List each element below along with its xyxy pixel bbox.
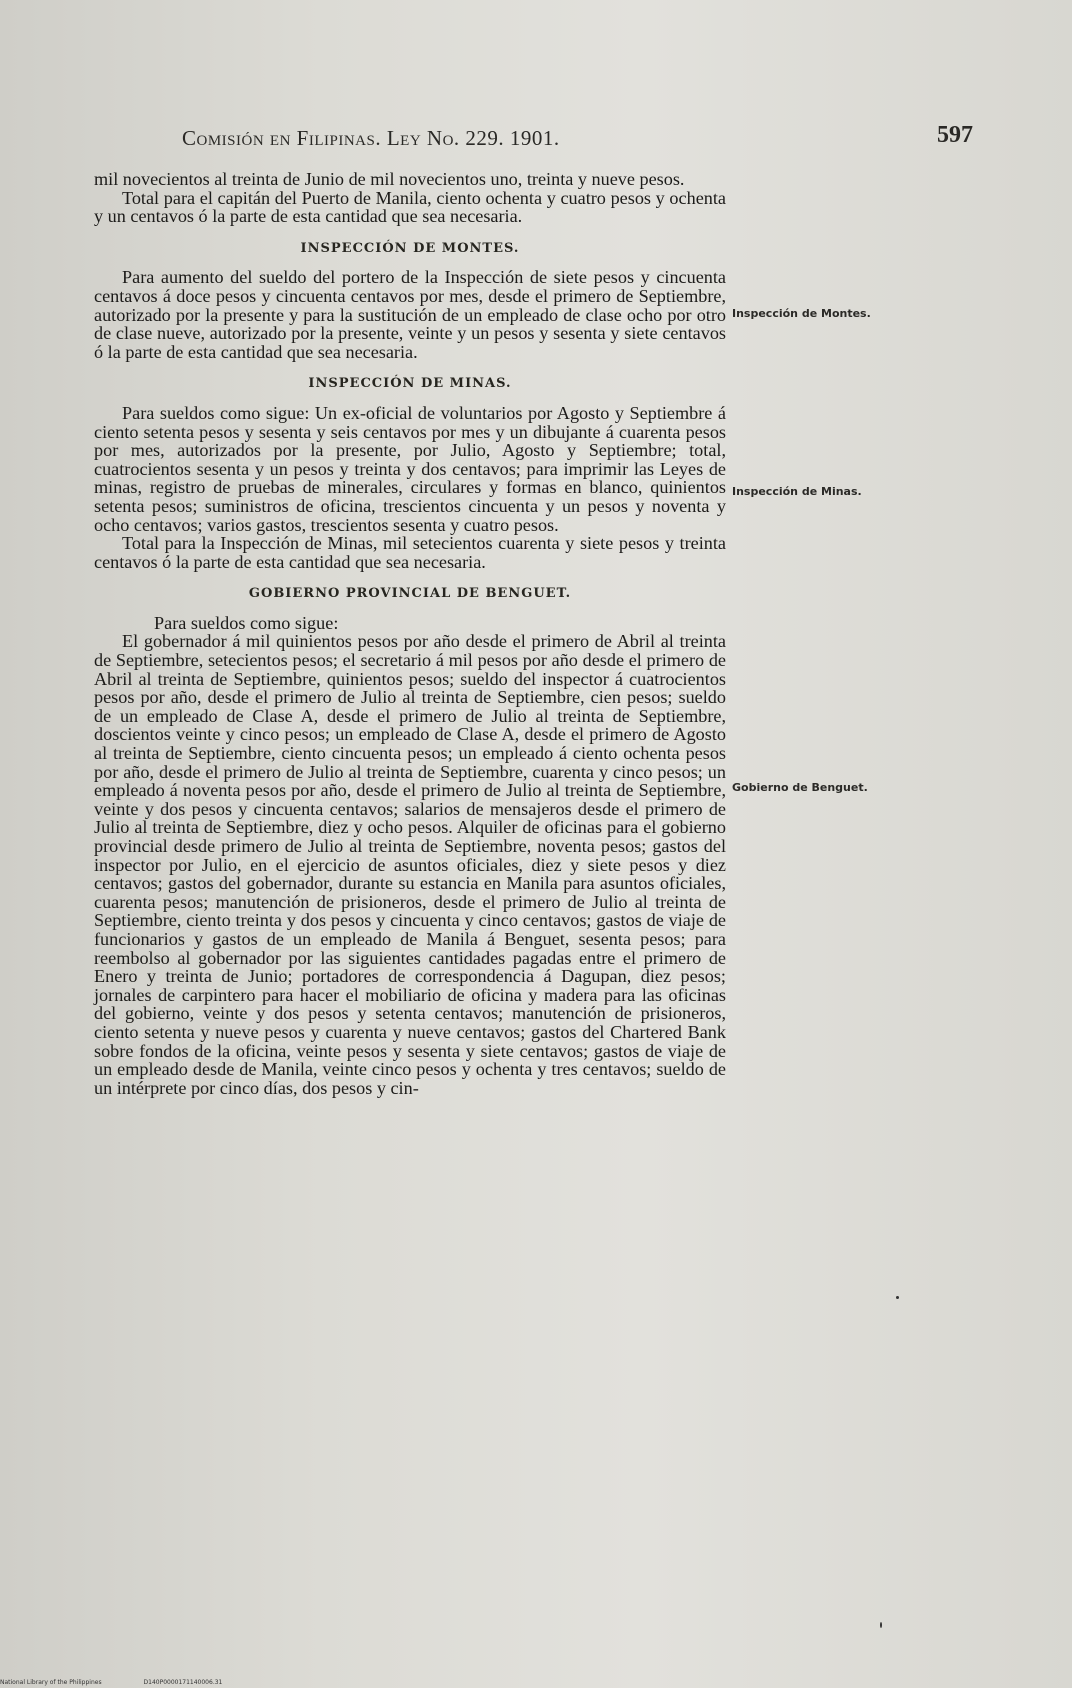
running-title: Comisión en Filipinas. Ley No. 229. 1901. <box>182 126 560 150</box>
ink-speck <box>896 1296 899 1299</box>
margin-note-minas: Inspección de Minas. <box>732 485 862 498</box>
margin-note-montes: Inspección de Montes. <box>732 307 871 320</box>
paragraph-continuation: mil novecientos al treinta de Junio de mil novecientos uno, treinta y nueve pesos. <box>94 169 685 189</box>
heading-gobierno-benguet: GOBIERNO PROVINCIAL DE BENGUET. <box>248 586 572 602</box>
scan-footer <box>0 1679 262 1686</box>
footer-code: D140P0000171140006.31 <box>143 1679 223 1686</box>
margin-note-benguet: Gobierno de Benguet. <box>732 781 868 794</box>
footer-library: National Library of the Philippines <box>0 1679 102 1686</box>
paragraph-total-capitan: Total para el capitán del Puerto de Manila, ciento ochenta y cuatro pesos y ochenta y un centavos ó la parte de esta cantidad que sea necesaria. <box>94 187 726 227</box>
paragraph-benguet: El gobernador á mil quinientos pesos por año desde el primero de Abril al treinta de Septiembre, setecientos pesos; el secretario á mil pesos por año desde el primero de Abril al treinta de Septiembre, quinientos pesos; sueldo del inspector á cuatrocientos pesos por año, desde el primero de Julio al treinta de Septiembre, cien pesos; sueldo de un empleado de Clase A, desde el primero de Julio al treinta de Septiembre, doscientos veinte y cinco pesos; un empleado de Clase A, desde el primero de Agosto al treinta de Septiembre, ciento cincuenta pesos; un empleado á ciento ochenta pesos por año, desde el primero de Julio al treinta de Septiembre, cuarenta y cinco pesos; un empleado á noventa pesos por año, desde el primero de Julio al treinta de Septiembre, veinte y dos pesos y cincuenta centavos; salarios de mensajeros desde el primero de Julio al treinta de Septiembre, diez y ocho pesos. Alquiler de oficinas para el gobierno provincial desde primero de Julio al treinta de Septiembre, noventa pesos; gastos del inspector por Julio, en el ejercicio de asuntos oficiales, diez y siete pesos y diez centavos; gastos del gobernador, durante su estancia en Manila para asuntos oficiales, cuarenta pesos; manutención de prisioneros, desde el primero de Julio al treinta de Septiembre, ciento treinta y dos pesos y cincuenta y cinco centavos; gastos de viaje de funcionarios y gastos de un empleado de Manila á Benguet, sesenta pesos; para reembolso al gobernador por las siguientes cantidades pagadas entre el primero de Enero y treinta de Junio; portadores de correspondencia á Dagupan, diez pesos; jornales de carpintero para hacer el mobiliario de oficina y madera para las oficinas del gobierno, veinte y dos pesos y setenta centavos; manutención de prisioneros, ciento setenta y nueve pesos y cuarenta y nueve centavos; gastos del Chartered Bank sobre fondos de la oficina, veinte pesos y sesenta y siete centavos; gastos de viaje de un empleado desde de Manila, veinte cinco pesos y ochenta y tres centavos; sueldo de un intérprete por cinco días, dos pesos y cin- <box>94 631 726 1098</box>
running-head <box>0 122 1072 158</box>
page-number: 597 <box>937 122 973 148</box>
ink-speck <box>880 1622 882 1628</box>
heading-inspeccion-minas: INSPECCIÓN DE MINAS. <box>308 376 512 392</box>
heading-inspeccion-montes: INSPECCIÓN DE MONTES. <box>300 240 520 256</box>
paragraph-total-minas: Total para la Inspección de Minas, mil setecientos cuarenta y siete pesos y treinta centavos ó la parte de esta cantidad que sea necesaria. <box>94 533 726 572</box>
paragraph-montes: Para aumento del sueldo del portero de la Inspección de siete pesos y cincuenta centavos á doce pesos y cincuenta centavos por mes, desde el primero de Septiembre, autorizado por la presente y para la sustitución de un empleado de clase ocho por otro de clase nueve, autorizado por la presente, veinte y un pesos y sesenta y siete centavos ó la parte de esta cantidad que sea necesaria. <box>94 267 726 362</box>
body-text <box>94 170 726 1097</box>
paragraph-sueldos-intro: Para sueldos como sigue: <box>154 612 339 633</box>
paragraph-minas: Para sueldos como sigue: Un ex-oficial de voluntarios por Agosto y Septiembre á ciento setenta pesos y sesenta y seis centavos por mes y un dibujante á cuarenta pesos por mes, autorizados por la presente, por Julio, Agosto y Septiembre; total, cuatrocientos sesenta y un pesos y treinta y dos centavos; para imprimir las Leyes de minas, registro de pruebas de minerales, circulares y formas en blanco, quinientos setenta pesos; suministros de oficina, trescientos cincuenta y un pesos y noventa y ocho centavos; varios gastos, trescientos sesenta y cuatro pesos. <box>94 402 726 535</box>
